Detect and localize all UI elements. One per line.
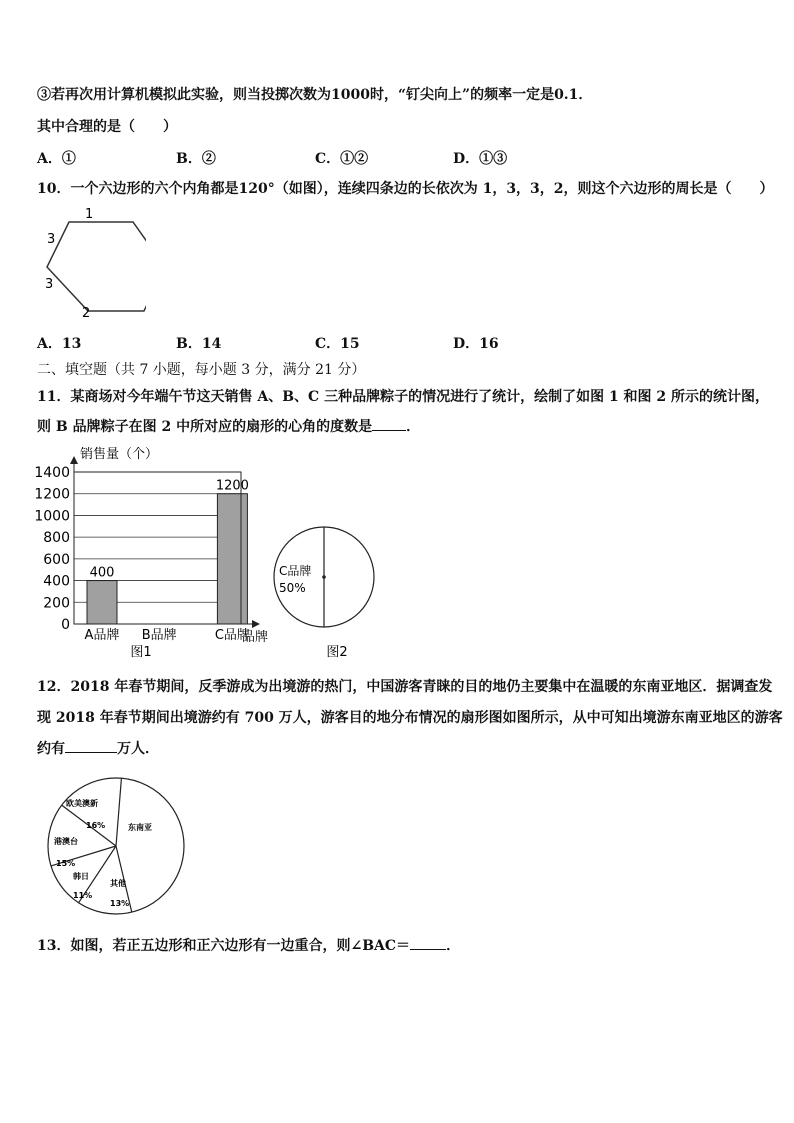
bar-C品牌 [217,494,247,624]
q11-line-2 [37,416,420,436]
bar-category-label: C品牌 [214,628,250,643]
q13-text-end: ． [446,938,461,954]
q9-statement-3: ③若再次用计算机模拟此实验，则当投掷次数为1000时，“钉尖向上”的频率一定是0.1． [37,87,593,103]
bar-y-tick-label: 1000 [34,508,70,525]
q9-option-b: B．② [176,151,216,167]
pie-label-southeast-asia: 东南亚 [128,823,152,832]
q9-option-a: A．① [37,151,76,167]
q11-answer-blank [372,418,406,431]
pie-chart-figure-2 [270,520,380,660]
bar-y-tick-label: 1400 [34,465,70,481]
pie-label-europe: 欧美澳新 [66,799,98,808]
bar-y-tick-label: 1200 [34,486,70,503]
hexagon-side-top-label: 1 [85,207,94,222]
q11-line-2-end: ． [406,419,421,435]
pie-figure-2-center-dot [322,575,326,579]
pie-label-other-pct: 13% [110,899,130,908]
section-2-title: 二、填空题（共 7 小题，每小题 3 分，满分 21 分） [37,362,366,378]
hexagon-side-bottom-label: 2 [82,306,91,320]
q10-option-a: A．13 [37,336,82,352]
q11-line-1: 11．某商场对今年端午节这天销售 A、B、C 三种品牌粽子的情况进行了统计，绘制了如图 1 和图 2 所示的统计图， [37,389,770,405]
figure-2-caption: 图2 [326,645,348,660]
hexagon-side-upper-left-label: 3 [47,232,56,247]
pie-label-korea-japan: 韩日 [73,872,89,881]
figure-1-caption: 图1 [130,645,152,660]
pie-label-hk-macao-taiwan-pct: 15% [56,859,76,868]
bar-chart-categories [85,627,250,643]
q11-line-2-text: 则 B 品牌粽子在图 2 中所对应的扇形的心角的度数是 [37,419,373,435]
pie-label-europe-pct: 16% [86,821,106,830]
bar-chart-y-arrow [70,456,78,464]
q12-line-3 [37,738,159,758]
q10-option-b: B．14 [176,336,222,352]
q13-text-line [37,935,460,955]
q12-line-2: 现 2018 年春节期间出境游约有 700 万人，游客目的地分布情况的扇形图如图所示，从中可知出境游东南亚地区的游客 [37,710,783,726]
q13-text: 13．如图，若正五边形和正六边形有一边重合，则∠BAC＝ [37,938,411,954]
q10-text: 10．一个六边形的六个内角都是120°（如图），连续四条边的长依次为 1，3，3，2，则这个六边形的周长是（ ） [37,181,774,197]
pie-label-other: 其他 [110,879,126,888]
bar-chart-x-arrow [252,620,260,628]
bar-data-label: 1200 [215,478,249,494]
q9-question: 其中合理的是（ ） [37,119,177,135]
bar-data-label: 400 [89,565,115,581]
bar-y-tick-label: 200 [43,595,70,612]
bar-A品牌 [87,581,117,624]
destination-pie-chart [44,772,189,920]
bar-category-label: A品牌 [84,628,120,643]
bar-y-tick-label: 0 [61,617,70,633]
q9-option-d: D．①③ [453,151,508,167]
hexagon-shape [47,222,146,311]
pie-figure-2-slice-c-pct: 50% [279,581,306,595]
bar-chart-x-label: 品牌 [242,630,269,645]
bar-chart-figure-1 [34,438,284,663]
q12-line-3-end: 万人． [117,741,159,757]
bar-chart-y-ticks [34,465,70,633]
q10-option-c: C．15 [315,336,360,352]
bar-y-tick-label: 800 [43,530,70,547]
hexagon-figure [36,205,146,320]
q13-answer-blank [410,937,446,950]
bar-y-tick-label: 600 [43,551,70,568]
q10-option-d: D．16 [453,336,499,352]
bar-chart-y-label: 销售量（个） [80,447,159,462]
q12-line-3-start: 约有 [37,741,65,757]
q9-option-c: C．①② [315,151,369,167]
pie-label-korea-japan-pct: 11% [73,891,93,900]
q12-line-1: 12．2018 年春节期间，反季游成为出境游的热门，中国游客青睐的目的地仍主要集中在温暖的东南亚地区．据调查发 [37,679,773,695]
pie-figure-2-slice-c-name: C品牌 [279,564,312,578]
pie-label-hk-macao-taiwan: 港澳台 [54,837,78,846]
bar-y-tick-label: 400 [43,573,70,590]
q12-answer-blank [65,740,117,753]
hexagon-side-lower-left-label: 3 [45,277,54,292]
bar-category-label: B品牌 [141,628,177,643]
